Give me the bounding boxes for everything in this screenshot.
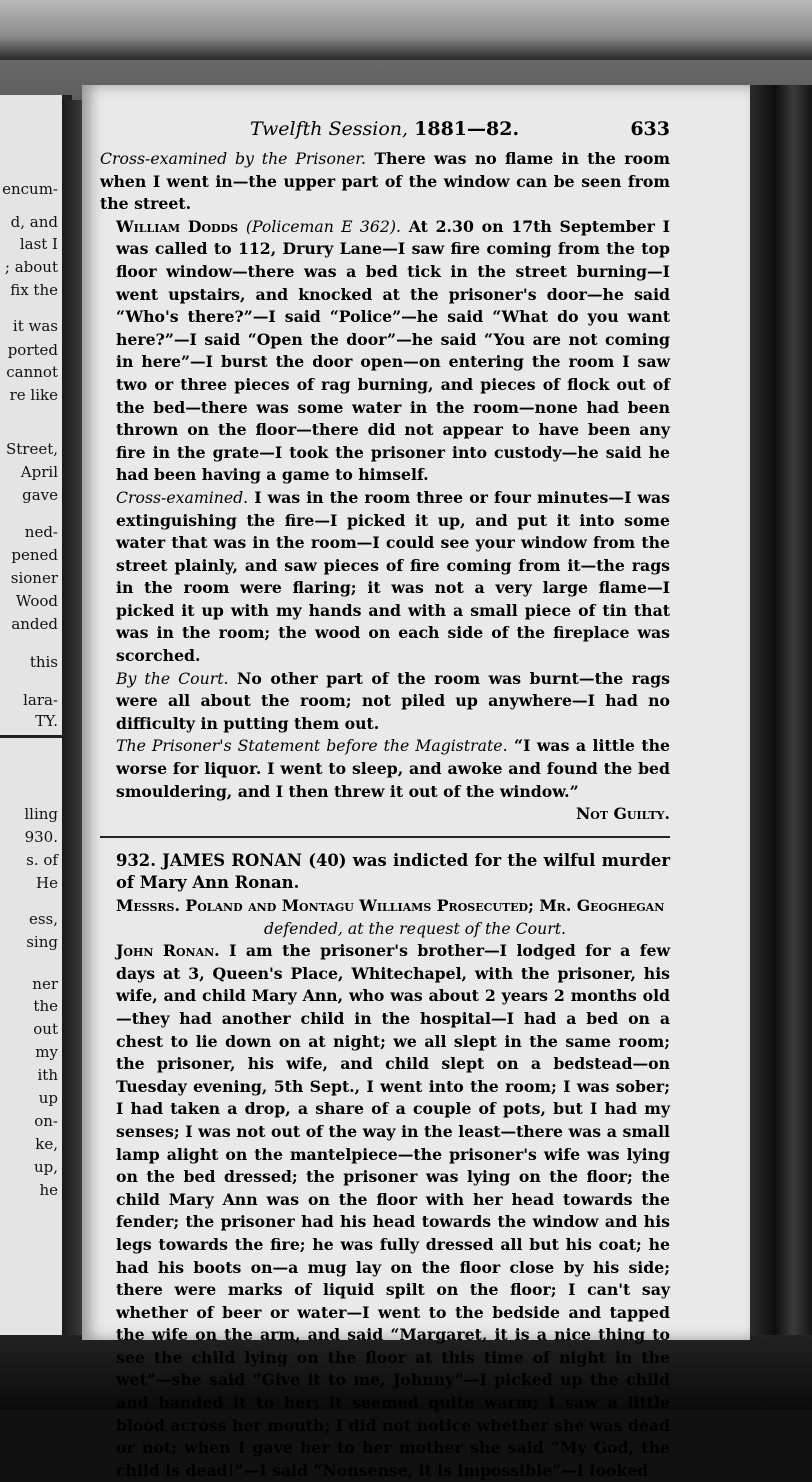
left-page-rule bbox=[0, 735, 62, 738]
paragraph-text: There was no flame in the room when I went in—the upper part of the window can be seen from the street. bbox=[100, 149, 670, 214]
left-page-fragment: out bbox=[33, 1020, 58, 1038]
verdict-row bbox=[100, 803, 670, 826]
counsel-text: Messrs. Poland and Montagu Williams Prosecuted; Mr. Geoghegan bbox=[116, 896, 665, 915]
left-page-fragment: Wood bbox=[15, 592, 58, 610]
left-page-fragment: sioner bbox=[10, 569, 58, 587]
left-page-fragment: fix the bbox=[10, 281, 58, 299]
session-label: Twelfth Session, bbox=[250, 118, 409, 140]
paragraph-text: No other part of the room was burnt—the rags were all about the room; not piled up anywhere—I had no difficulty in putting them out. bbox=[116, 668, 670, 733]
left-page-fragment: April bbox=[20, 463, 58, 481]
paragraph-lead: By the Court. bbox=[116, 668, 229, 688]
left-page-fragment: ner bbox=[32, 975, 58, 993]
left-page-fragment: lling bbox=[24, 805, 58, 823]
left-page-fragment: anded bbox=[11, 615, 58, 633]
left-page-fragment: ke, bbox=[35, 1135, 58, 1153]
left-page-fragment: ported bbox=[7, 341, 58, 359]
paragraph bbox=[100, 216, 670, 487]
witness-name: John Ronan. bbox=[116, 941, 220, 961]
left-page-fragment: it was bbox=[12, 317, 58, 335]
witness-note: (Policeman E 362). bbox=[245, 216, 401, 236]
paragraph bbox=[100, 668, 670, 736]
page-edge-right bbox=[750, 85, 812, 1345]
left-page-fragment: 930. bbox=[24, 828, 58, 846]
left-page-fragment: ; about bbox=[4, 258, 58, 276]
left-page-fragment: ned- bbox=[24, 523, 58, 541]
scan-top-edge bbox=[0, 0, 812, 60]
left-page-fragment: he bbox=[39, 1181, 58, 1199]
running-title bbox=[250, 118, 519, 140]
left-page-fragment: Street, bbox=[5, 440, 58, 458]
left-page-fragment: last I bbox=[19, 235, 58, 253]
paragraph-text: At 2.30 on 17th September I was called to 112, Drury Lane—I saw fire coming from the top floor window—there was a bed tick in the street burning—I went upstairs, and knocked at the prisoner's door—he said “Who's there?”—I said “Police”—he said “What do you want here?”—I said “Open the door”—he said “You are not coming in here”—I burst the door open—on entering the room I saw two or three pieces of rag burning, and pieces of flock out of the bed—there was some water in the room—none had been thrown on the floor—there did not appear to have been any fire in the grate—I took the prisoner into custody—he said he had been having a game to himself. bbox=[116, 216, 670, 485]
paragraph-text: I am the prisoner's brother—I lodged for a few days at 3, Queen's Place, Whitechapel, with the prisoner, his wife, and child Mary Ann, who was about 2 years 2 months old—they had another child in the hospital—I had a bed on a chest to lie down on at night; we all slept in the same room; the prisoner, his wife, and child slept on a bedstead—on Tuesday evening, 5th Sept., I went into the room; I was sober; I had taken a drop, a share of a couple of pots, but I had my senses; I was not out of the way in the least—there was a small lamp alight on the mantelpiece—the prisoner's wife was lying on the bed dressed; the prisoner was lying on the floor; the child Mary Ann was on the floor with her head towards the fender; the prisoner had his head towards the window and his legs towards the fire; he was fully dressed all but his coat; he had his boots on—a mug lay on the floor close by his side; there were marks of liquid spilt on the floor; I can't say whether of beer or water—I went to the bedside and tapped the wife on the arm, and said “Margaret, it is a nice thing to see the child lying on the floor at this time of night in the wet”—she said “Give it to me, Johnny”—I picked up the child and handed it to her; it seemed quite warm; I saw a little blood across her mouth; I did not notice whether she was dead or not; when I gave her to her mother she said “My God, the child is dead!”—I said “Nonsense, it is impossible”—I looked bbox=[116, 941, 670, 1480]
case-divider bbox=[100, 836, 670, 838]
left-page-fragment: re like bbox=[9, 386, 58, 404]
paragraph-text: I was in the room three or four minutes—I was extinguishing the fire—I picked it up, and put it into some water that was in the room—I could see your window from the street plainly, and saw pieces of fire coming from it—the rags in the room were flaring; it was not a very large flame—I picked it up with my hands and with a small piece of tin that was in the room; the wood on each side of the fireplace was scorched. bbox=[116, 487, 670, 666]
case-title: 932. JAMES RONAN (40) was indicted for the wilful murder of Mary Ann Ronan. bbox=[116, 850, 670, 893]
left-page-fragment: the bbox=[33, 997, 58, 1015]
paragraph bbox=[100, 148, 670, 216]
witness-name: William Dodds bbox=[116, 216, 239, 236]
counsel-text: defended, at the request of the Court. bbox=[264, 918, 566, 938]
left-page-fragment: up, bbox=[33, 1158, 58, 1176]
left-page-fragment: pened bbox=[11, 546, 58, 564]
paragraph-lead: Cross-examined. bbox=[116, 487, 249, 507]
running-header bbox=[100, 118, 670, 148]
left-page-fragment: gave bbox=[22, 486, 58, 504]
paragraph bbox=[100, 940, 670, 1482]
left-page-fragment: d, and bbox=[10, 213, 58, 231]
counsel-line bbox=[100, 895, 670, 918]
book-gutter bbox=[62, 100, 82, 1340]
proceedings-text bbox=[100, 148, 670, 1482]
left-page-fragment: on- bbox=[34, 1112, 58, 1130]
session-years: 1881—82. bbox=[414, 118, 520, 140]
left-page-fragment: TY. bbox=[35, 712, 58, 730]
counsel-line bbox=[100, 918, 670, 941]
paragraph-lead: The Prisoner's Statement before the Magistrate. bbox=[116, 736, 508, 756]
left-page-fragment: lara- bbox=[23, 691, 58, 709]
paragraph-text: “I was a little the worse for liquor. I went to sleep, and awoke and found the bed smouldering, and I then threw it out of the window.” bbox=[116, 736, 670, 801]
paragraph bbox=[100, 487, 670, 668]
left-page-fragment: my bbox=[35, 1043, 58, 1061]
verdict: Not Guilty. bbox=[575, 804, 670, 824]
left-page-fragment: up bbox=[38, 1089, 58, 1107]
left-page-fragment: encum- bbox=[2, 180, 58, 198]
left-page-fragment: sing bbox=[26, 933, 58, 951]
page-content bbox=[100, 118, 670, 1482]
left-page-fragment: s. of bbox=[26, 851, 58, 869]
paragraph bbox=[100, 735, 670, 803]
left-page-fragment: ess, bbox=[28, 910, 58, 928]
left-page-fragment: this bbox=[29, 653, 58, 671]
left-page-fragment: cannot bbox=[6, 363, 58, 381]
paragraph-lead: Cross-examined by the Prisoner. bbox=[100, 149, 367, 168]
page-number: 633 bbox=[630, 118, 670, 140]
left-page-fragment: He bbox=[36, 874, 58, 892]
left-page-fragment: ith bbox=[37, 1066, 58, 1084]
